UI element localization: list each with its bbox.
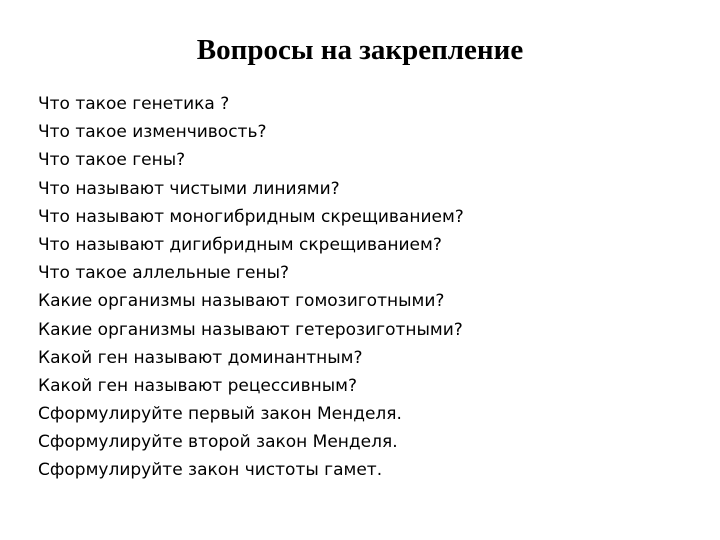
question-list: [38, 90, 464, 485]
question-item: Какой ген называют доминантным?: [38, 347, 363, 368]
question-item: Что такое генетика ?: [38, 94, 230, 114]
question-item: Что называют дигибридным скрещиванием?: [38, 234, 442, 255]
question-item: Какой ген называют рецессивным?: [38, 375, 357, 396]
question-item: Что называют чистыми линиями?: [38, 178, 340, 199]
question-item: Что такое аллельные гены?: [38, 263, 290, 284]
question-item: Сформулируйте первый закон Менделя.: [38, 404, 402, 425]
question-item: Сформулируйте закон чистоты гамет.: [38, 460, 383, 481]
question-item: Что такое гены?: [38, 150, 186, 171]
question-item: Какие организмы называют гетерозиготными?: [38, 319, 463, 340]
slide-title: Вопросы на закрепление: [196, 34, 524, 66]
question-item: Какие организмы называют гомозиготными?: [38, 291, 445, 312]
question-item: Сформулируйте второй закон Менделя.: [38, 432, 398, 453]
question-item: Что называют моногибридным скрещиванием?: [38, 206, 464, 227]
question-item: Что такое изменчивость?: [38, 122, 267, 143]
